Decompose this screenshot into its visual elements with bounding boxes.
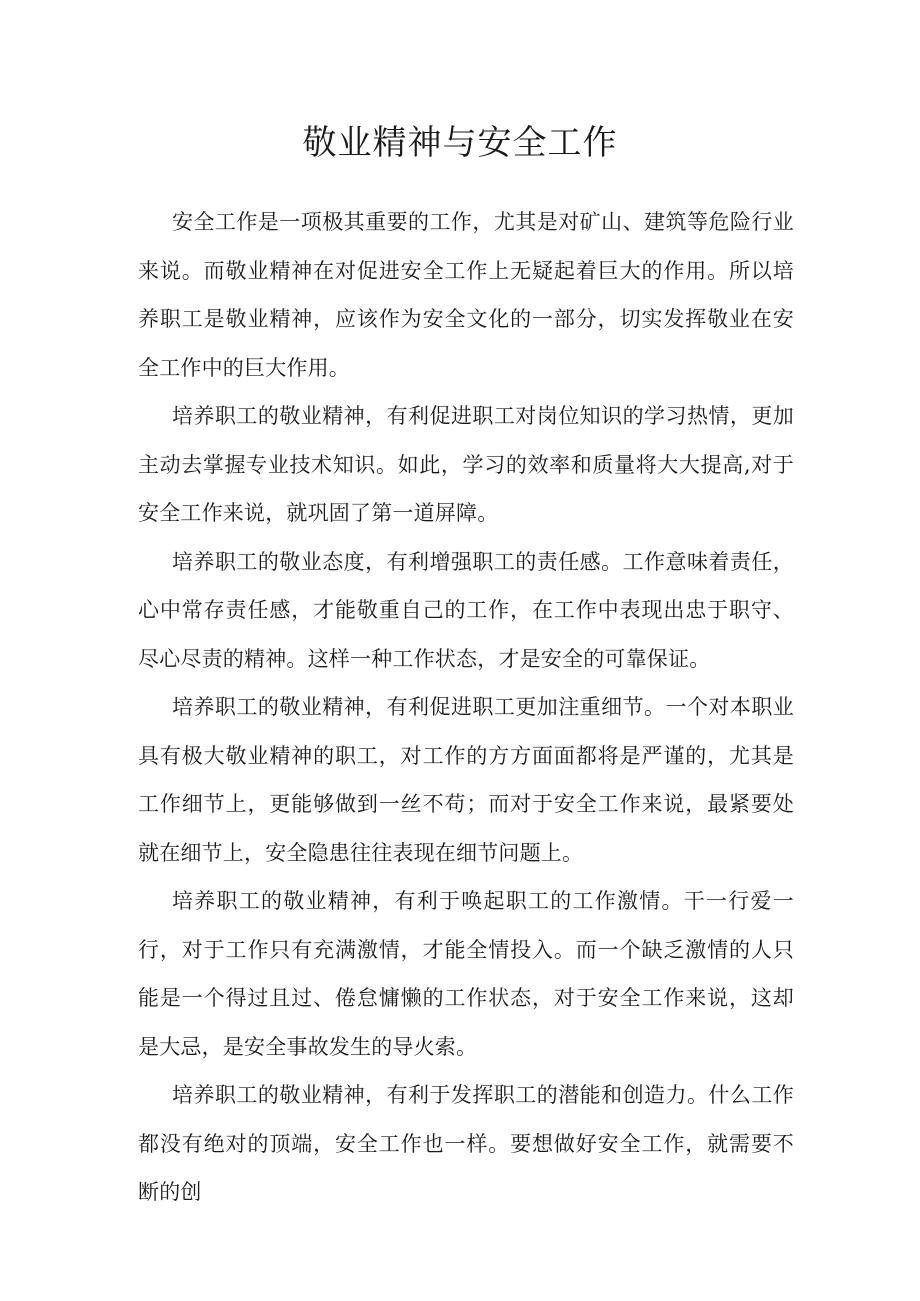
- paragraph-3: 培养职工的敬业态度，有利增强职工的责任感。工作意味着责任，心中常存责任感，才能敬重自己的工作，在工作中表现出忠于职守、尽心尽责的精神。这样一种工作状态，才是安全的可靠保证。: [138, 549, 794, 671]
- paragraph-1: 安全工作是一项极其重要的工作，尤其是对矿山、建筑等危险行业来说。而敬业精神在对促进安全工作上无疑起着巨大的作用。所以培养职工是敬业精神，应该作为安全文化的一部分，切实发挥敬业在安全工作中的巨大作用。: [138, 210, 794, 380]
- paragraph-6: 培养职工的敬业精神，有利于发挥职工的潜能和创造力。什么工作都没有绝对的顶端，安全工作也一样。要想做好安全工作，就需要不断的创: [138, 1083, 794, 1204]
- paragraph-5: 培养职工的敬业精神，有利于唤起职工的工作激情。干一行爱一行，对于工作只有充满激情，才能全情投入。而一个缺乏激情的人只能是一个得过且过、倦怠慵懒的工作状态，对于安全工作来说，这却是大忌，是安全事故发生的导火索。: [138, 889, 794, 1059]
- paragraph-4: 培养职工的敬业精神，有利促进职工更加注重细节。一个对本职业具有极大敬业精神的职工，对工作的方方面面都将是严谨的，尤其是工作细节上，更能够做到一丝不苟；而对于安全工作来说，最紧要处就在细节上，安全隐患往往表现在细节问题上。: [138, 695, 794, 865]
- document-body: [138, 198, 794, 1217]
- document-title: 敬业精神与安全工作: [302, 123, 618, 163]
- paragraph-2: 培养职工的敬业精神，有利促进职工对岗位知识的学习热情，更加主动去掌握专业技术知识。如此，学习的效率和质量将大大提高,对于安全工作来说，就巩固了第一道屏障。: [138, 404, 794, 525]
